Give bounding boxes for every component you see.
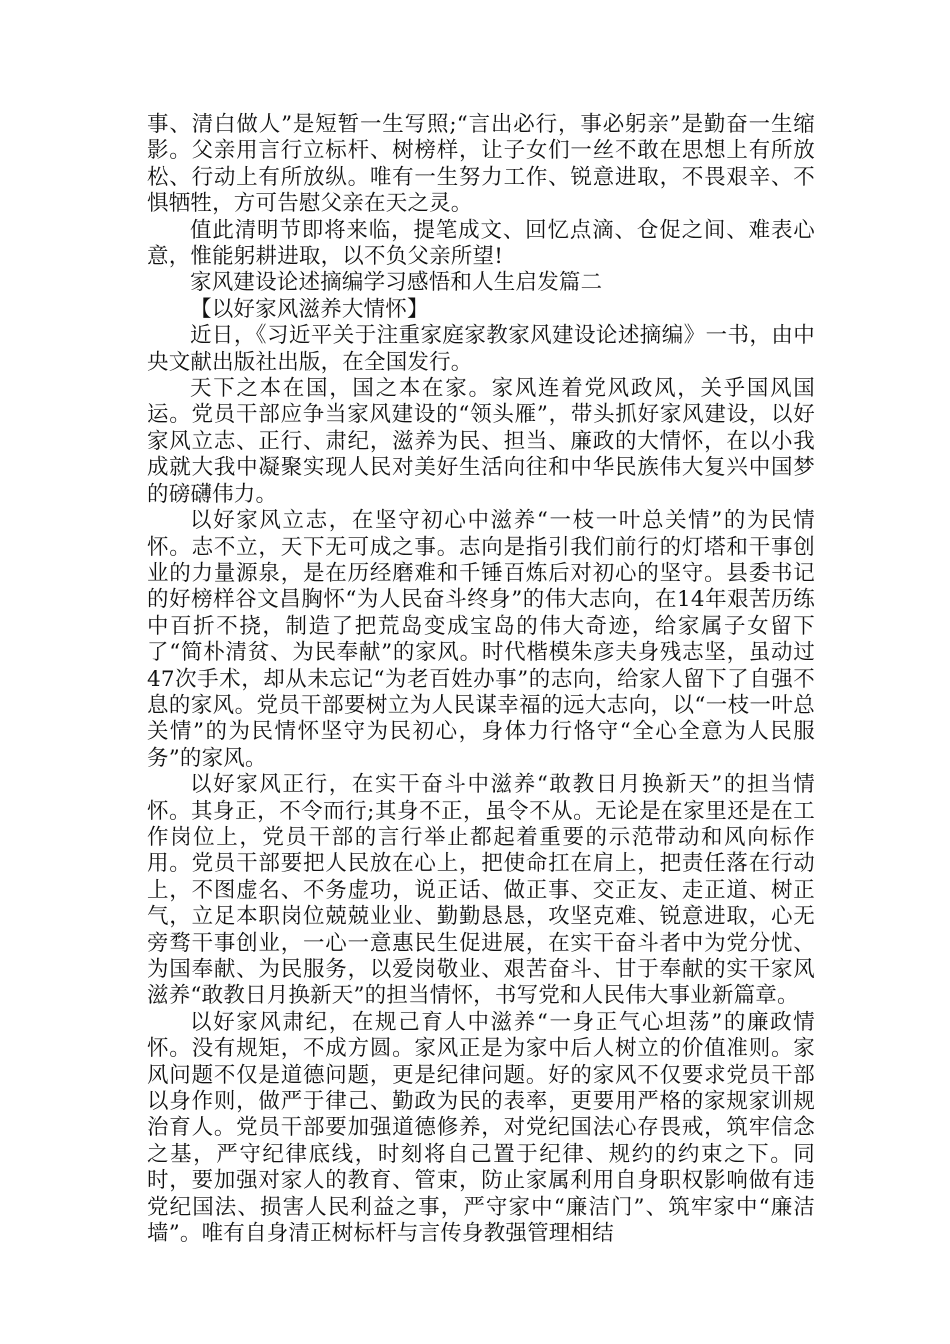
paragraph-qingming: 值此清明节即将来临，提笔成文、回忆点滴、仓促之间、难表心意，惟能躬耕进取，以不负父亲所望! xyxy=(147,217,815,270)
document-page xyxy=(147,112,815,1247)
section-subtitle: 【以好家风滋养大情怀】 xyxy=(190,296,429,322)
paragraph-continuation: 事、清白做人”是短暂一生写照;“言出必行，事必躬亲”是勤奋一生缩影。父亲用言行立标杆、树榜样，让子女们一丝不敢在思想上有所放松、行动上有所放纵。唯有一生努力工作、锐意进取，不畏艰辛、不惧牺牲，方可告慰父亲在天之灵。 xyxy=(147,112,815,217)
paragraph-intro: 近日，《习近平关于注重家庭家教家风建设论述摘编》一书，由中央文献出版社出版，在全国发行。 xyxy=(147,323,815,375)
paragraph-zhengxing: 以好家风正行，在实干奋斗中滋养“敢教日月换新天”的担当情怀。其身正，不令而行;其身不正，虽令不从。无论是在家里还是在工作岗位上，党员干部的言行举止都起着重要的示范带动和风向标作用。党员干部要把人民放在心上，把使命扛在肩上，把责任落在行动上，不图虚名、不务虚功，说正话、做正事、交正友、走正道、树正气，立足本职岗位兢兢业业、勤勤恳恳，攻坚克难、锐意进取，心无旁骛干事创业，一心一意惠民生促进展，在实干奋斗者中为党分忧、为国奉献、为民服务，以爱岗敬业、艰苦奋斗、甘于奉献的实干家风滋养“敢教日月换新天”的担当情怀，书写党和人民伟大事业新篇章。 xyxy=(147,772,815,1009)
paragraph-lizhi: 以好家风立志，在坚守初心中滋养“一枝一叶总关情”的为民情怀。志不立，天下无可成之事。志向是指引我们前行的灯塔和干事创业的力量源泉，是在历经磨难和千锤百炼后对初心的坚守。县委书记的好榜样谷文昌胸怀“为人民奋斗终身”的伟大志向，在14年艰苦历练中百折不挠，制造了把荒岛变成宝岛的伟大奇迹，给家属子女留下了“简朴清贫、为民奉献”的家风。时代楷模朱彦夫身残志坚，虽动过47次手术，却从未忘记“为老百姓办事”的志向，给家人留下了自强不息的家风。党员干部要树立为人民谋幸福的远大志向，以“一枝一叶总关情”的为民情怀坚守为民初心，身体力行恪守“全心全意为人民服务”的家风。 xyxy=(147,508,815,771)
paragraph-suji: 以好家风肃纪，在规己育人中滋养“一身正气心坦荡”的廉政情怀。没有规矩，不成方圆。家风正是为家中后人树立的价值准则。家风问题不仅是道德问题，更是纪律问题。好的家风不仅要求党员干部以身作则，做严于律己、勤政为民的表率，更要用严格的家规家训规治育人。党员干部要加强道德修养，对党纪国法心存畏戒，筑牢信念之基，严守纪律底线，时刻将自己置于纪律、规约的约束之下。同时，要加强对家人的教育、管束，防止家属利用自身职权影响做有违党纪国法、损害人民利益之事，严守家中“廉洁门”、筑牢家中“廉洁墙”。唯有自身清正树标杆与言传身教强管理相结 xyxy=(147,1009,815,1247)
section-title: 家风建设论述摘编学习感悟和人生启发篇二 xyxy=(190,270,603,296)
paragraph-overview: 天下之本在国，国之本在家。家风连着党风政风，关乎国风国运。党员干部应争当家风建设的“领头雁”，带头抓好家风建设，以好家风立志、正行、肃纪，滋养为民、担当、廉政的大情怀，在以小我成就大我中凝聚实现人民对美好生活向往和中华民族伟大复兴中国梦的磅礴伟力。 xyxy=(147,376,815,507)
